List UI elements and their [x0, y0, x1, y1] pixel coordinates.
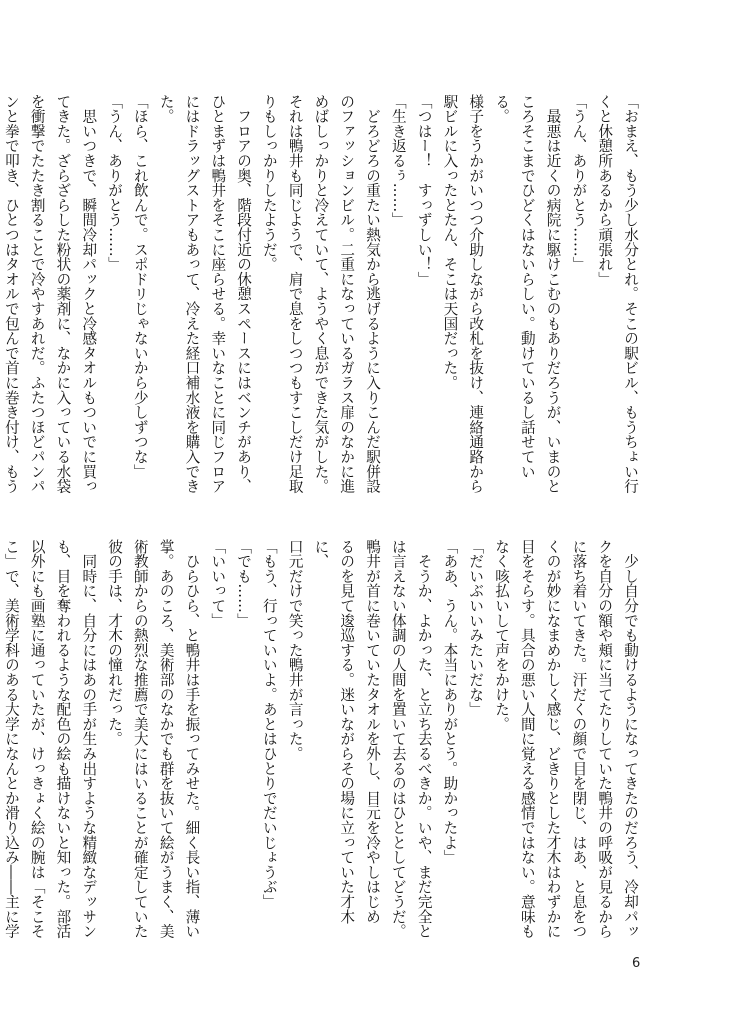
text-line: てきた。ざらざらした粉状の薬剤に、なかに入っている水袋 [54, 94, 72, 494]
text-line: ころそこまでひどくはないらしい。動けているし話せている。 [493, 94, 536, 479]
text-line: 「もう、行っていいよ。あとはひとりでだいじょうぶ」 [260, 539, 278, 909]
text-line: 「うん、ありがとう……」 [106, 94, 124, 272]
text-line: 少し自分でも動けるようになってきたのだろう、冷却パッ [622, 539, 639, 939]
text-line: フロアの奥、階段付近の休憩スペースにはベンチがあり、 [235, 94, 253, 494]
text-line: は言えない体調の人間を置いて去るのはひととしてどうだ。 [389, 539, 407, 939]
text-line: それは鴨井も同じようで、肩で息をしつつもすこしだけ足取 [286, 94, 304, 494]
text-line: た。 [157, 94, 175, 124]
text-line: 「ああ、うん。本当にありがとう。助かったよ」 [441, 539, 459, 865]
text-line: くと休憩所あるから頑張れ」 [596, 94, 614, 287]
text-line: のファッションビル。二重になっているガラス扉のなかに進 [338, 94, 356, 494]
text-line: ひとまずは鴨井をそこに座らせる。幸いなことに同じフロア [209, 94, 227, 494]
text-line: 「つはー！ すっずしい！」 [415, 94, 433, 287]
text-line: 「でも……」 [235, 539, 253, 628]
text-line: に落ち着いてきた。汗だくの顔で目を閉じ、はあ、と息をつ [570, 539, 588, 939]
text-line: 最悪は近くの病院に駆けこむのもありだろうが、いまのと [544, 94, 562, 494]
text-line: を衝撃でたたき割ることで冷やすあれだ。ふたつほどパンパ [28, 94, 46, 494]
text-line: めばしっかりと冷えていて、ようやく息ができた気がした。 [312, 94, 330, 494]
text-block-top [2, 94, 643, 498]
text-line: 「いいって」 [209, 539, 227, 628]
text-line: 「おまえ、もう少し水分とれ。そこの駅ビル、もうちょい行 [622, 94, 639, 494]
text-line: 「うん、ありがとう……」 [570, 94, 588, 272]
text-line: 同時に、自分にはあの手が生み出すような精緻なデッサン [80, 539, 98, 939]
text-line: なく咳払いして声をかけた。 [493, 539, 511, 732]
text-line: どろどろの重たい熱気から逃げるように入りこんだ駅併設 [364, 94, 382, 494]
text-line: クを自分の額や頬に当てたりしていた鴨井の呼吸が見るから [596, 539, 614, 939]
text-line: 彼の手は、才木の憧れだった。 [106, 539, 124, 747]
text-line: も、目を奪われるような配色の絵も描けないと知った。部活 [54, 539, 72, 939]
text-line: ひらひら、と鴨井は手を振ってみせた。細く長い指、薄い [183, 539, 201, 939]
text-line: 以外にも画塾に通っていたが、けっきょく絵の腕は「そこそ [28, 539, 46, 939]
text-line: 「ほら、これ飲んで。スポドリじゃないから少しずつな」 [131, 94, 149, 479]
text-line: ンと拳で叩き、ひとつはタオルで包んで首に巻き付け、もう [2, 94, 20, 494]
text-line: くのが妙になまめかしく感じ、どきりとした才木はわずかに [544, 539, 562, 939]
page-number: 6 [632, 956, 641, 971]
text-line: 口元だけで笑った鴨井が言った。 [286, 539, 304, 761]
text-line: 「だいぶいいみたいだな」 [467, 539, 485, 717]
text-line: 駅ビルに入ったとたん、そこは天国だった。 [441, 94, 459, 390]
text-block-bottom [2, 539, 643, 949]
text-line: 鴨井が首に巻いていたタオルを外し、目元を冷やしはじめ [364, 539, 382, 924]
text-line: 掌。あのころ、美術部のなかでも群を抜いて絵がうまく、美 [157, 539, 175, 939]
text-line: 術教師からの熱烈な推薦で美大にはいることが確定していた [131, 539, 149, 939]
text-line: 目をそらす。具合の悪い人間に覚える感情ではない。意味も [518, 539, 536, 939]
text-line: にはドラッグストアもあって、冷えた経口補水液を購入でき [183, 94, 201, 494]
text-line: そうか、よかった、と立ち去るべきか。いや、まだ完全と [415, 539, 433, 939]
text-line: こ」で、美術学科のある大学になんとか滑り込み――主に学 [2, 539, 20, 939]
text-line: りもしっかりしたようだ。 [260, 94, 278, 272]
text-line: るのを見て逡巡する。迷いながらその場に立っていた才木に、 [312, 539, 356, 924]
text-line: 思いつきで、瞬間冷却パックと冷感タオルもついでに買っ [80, 94, 98, 494]
text-line: 様子をうかがいつつ介助しながら改札を抜け、連絡通路から [467, 94, 485, 494]
text-line: 「生き返るぅ……」 [389, 94, 407, 228]
